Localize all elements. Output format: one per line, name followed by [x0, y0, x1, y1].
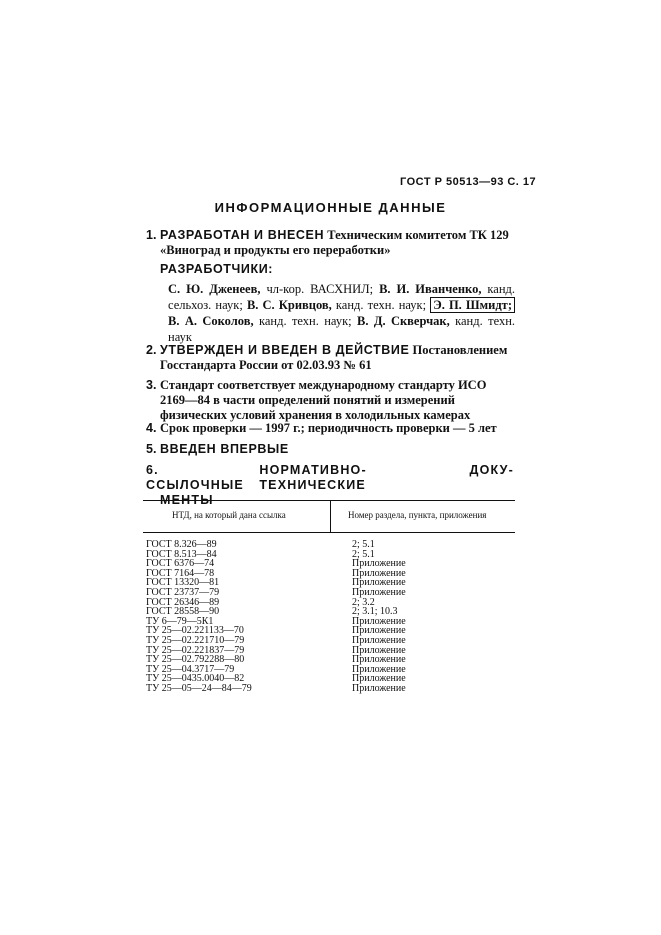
table-cell-ref: Приложение [352, 625, 406, 637]
table-cell-ref: 2; 3.1; 10.3 [352, 606, 398, 618]
table-cell-ntd: ТУ 25—0435.0040—82 [146, 673, 245, 685]
section-2-text: Постановлением Госстандарта России от 02.03.93 № 61 [160, 343, 508, 372]
table-cell-ref: Приложение [352, 634, 406, 646]
table-cell-ref: Приложение [352, 654, 406, 666]
developer-role: канд. техн. наук; [258, 314, 352, 328]
table-cell-ref: 2; 5.1 [352, 548, 375, 560]
section-4-text: Срок проверки — 1997 г.; периодичность проверки — 5 лет [160, 421, 497, 435]
section-1-heading: РАЗРАБОТАН И ВНЕСЕН [160, 228, 325, 242]
section-6-word: НОРМАТИВНО-ТЕХНИЧЕСКИЕ [259, 463, 367, 492]
developer-name: В. И. Иванченко, [379, 282, 482, 296]
table-cell-ref: 2; 5.1 [352, 539, 375, 550]
section-5-number: 5. [146, 442, 157, 456]
table-cell-ref: Приложение [352, 615, 406, 627]
table-cell-ntd: ТУ 6—79—5К1 [146, 615, 214, 627]
developers-list [168, 281, 515, 345]
developers-heading: РАЗРАБОТЧИКИ: [160, 262, 274, 276]
page-header-doc-ref: ГОСТ Р 50513—93 С. 17 [400, 176, 537, 188]
table-cell-ntd: ГОСТ 13320—81 [146, 577, 220, 589]
developer-name: В. А. Соколов, [168, 314, 254, 328]
section-6-word: ДОКУ- [469, 463, 514, 477]
table-cell-ntd: ГОСТ 8.326—89 [146, 539, 217, 550]
table-top-rule [143, 500, 515, 501]
table-cell-ref: Приложение [352, 577, 406, 589]
developer-role: чл-кор. ВАСХНИЛ; [266, 282, 374, 296]
document-title: ИНФОРМАЦИОННЫЕ ДАННЫЕ [214, 200, 447, 215]
developer-role: канд. техн. наук [168, 314, 516, 344]
section-6-word: МЕНТЫ [160, 493, 214, 507]
section-6-number: 6. [146, 463, 159, 477]
table-cell-ref: Приложение [352, 663, 406, 675]
table-cell-ntd: ГОСТ 28558—90 [146, 606, 220, 618]
section-1-text: Техническим комитетом ТК 129 «Виноград и продукты его переработки» [160, 228, 509, 257]
section-5 [146, 442, 514, 457]
table-cell-ntd: ТУ 25—04.3717—79 [146, 663, 235, 675]
table-cell-ntd: ГОСТ 26346—89 [146, 596, 220, 608]
section-1 [146, 228, 514, 258]
table-cell-ref: Приложение [352, 673, 406, 685]
table-cell-ref: Приложение [352, 586, 406, 598]
developer-role: канд. техн. наук; [335, 298, 427, 312]
table-cell-ntd: ТУ 25—02.221133—70 [146, 625, 244, 637]
section-6-number-word1 [146, 463, 259, 493]
section-4 [146, 421, 514, 436]
table-cell-ref: 2; 3.2 [352, 596, 375, 608]
table-cell-ntd: ТУ 25—05—24—84—79 [146, 682, 252, 694]
table-cell-ntd: ГОСТ 8.513—84 [146, 548, 217, 560]
table-cell-ntd: ГОСТ 6376—74 [146, 558, 215, 570]
table-cell-ntd: ГОСТ 23737—79 [146, 586, 220, 598]
section-2-number: 2. [146, 343, 157, 357]
table-col2-header: Номер раздела, пункта, приложения [348, 510, 487, 520]
table-cell-ntd: ТУ 25—02.221837—79 [146, 644, 245, 656]
table-body [146, 540, 506, 694]
table-cell-ref: Приложение [352, 644, 406, 656]
developer-name-boxed: Э. П. Шмидт; [430, 297, 515, 313]
section-3-text: Стандарт соответствует международному стандарту ИСО 2169—84 в части определений понятий и измерений физических условий хранения в холодильных камерах [160, 378, 487, 422]
table-cell-ref: Приложение [352, 567, 406, 579]
section-6-word: ССЫЛОЧНЫЕ [146, 478, 244, 492]
table-cell-ref: Приложение [352, 558, 406, 570]
section-5-heading: ВВЕДЕН ВПЕРВЫЕ [160, 442, 289, 456]
developer-name: В. С. Кривцов, [246, 298, 332, 312]
developer-role: канд. сельхоз. наук; [168, 282, 516, 312]
table-cell-ntd: ТУ 25—02.221710—79 [146, 634, 245, 646]
section-2 [146, 343, 514, 373]
table-header-divider [330, 500, 331, 533]
section-2-heading: УТВЕРЖДЕН И ВВЕДЕН В ДЕЙСТВИЕ [160, 343, 410, 357]
table-col1-header: НТД, на который дана ссылка [172, 510, 286, 520]
table-header-rule [143, 532, 515, 533]
table-cell-ref: Приложение [352, 682, 406, 694]
table-row [146, 684, 506, 694]
section-1-number: 1. [146, 228, 157, 242]
developer-name: В. Д. Скверчак, [357, 314, 450, 328]
table-cell-ntd: ТУ 25—02.792288—80 [146, 654, 245, 666]
developer-name: С. Ю. Дженеев, [168, 282, 261, 296]
table-cell-ntd: ГОСТ 7164—78 [146, 567, 215, 579]
section-3 [146, 378, 514, 423]
section-3-number: 3. [146, 378, 157, 392]
section-4-number: 4. [146, 421, 157, 435]
